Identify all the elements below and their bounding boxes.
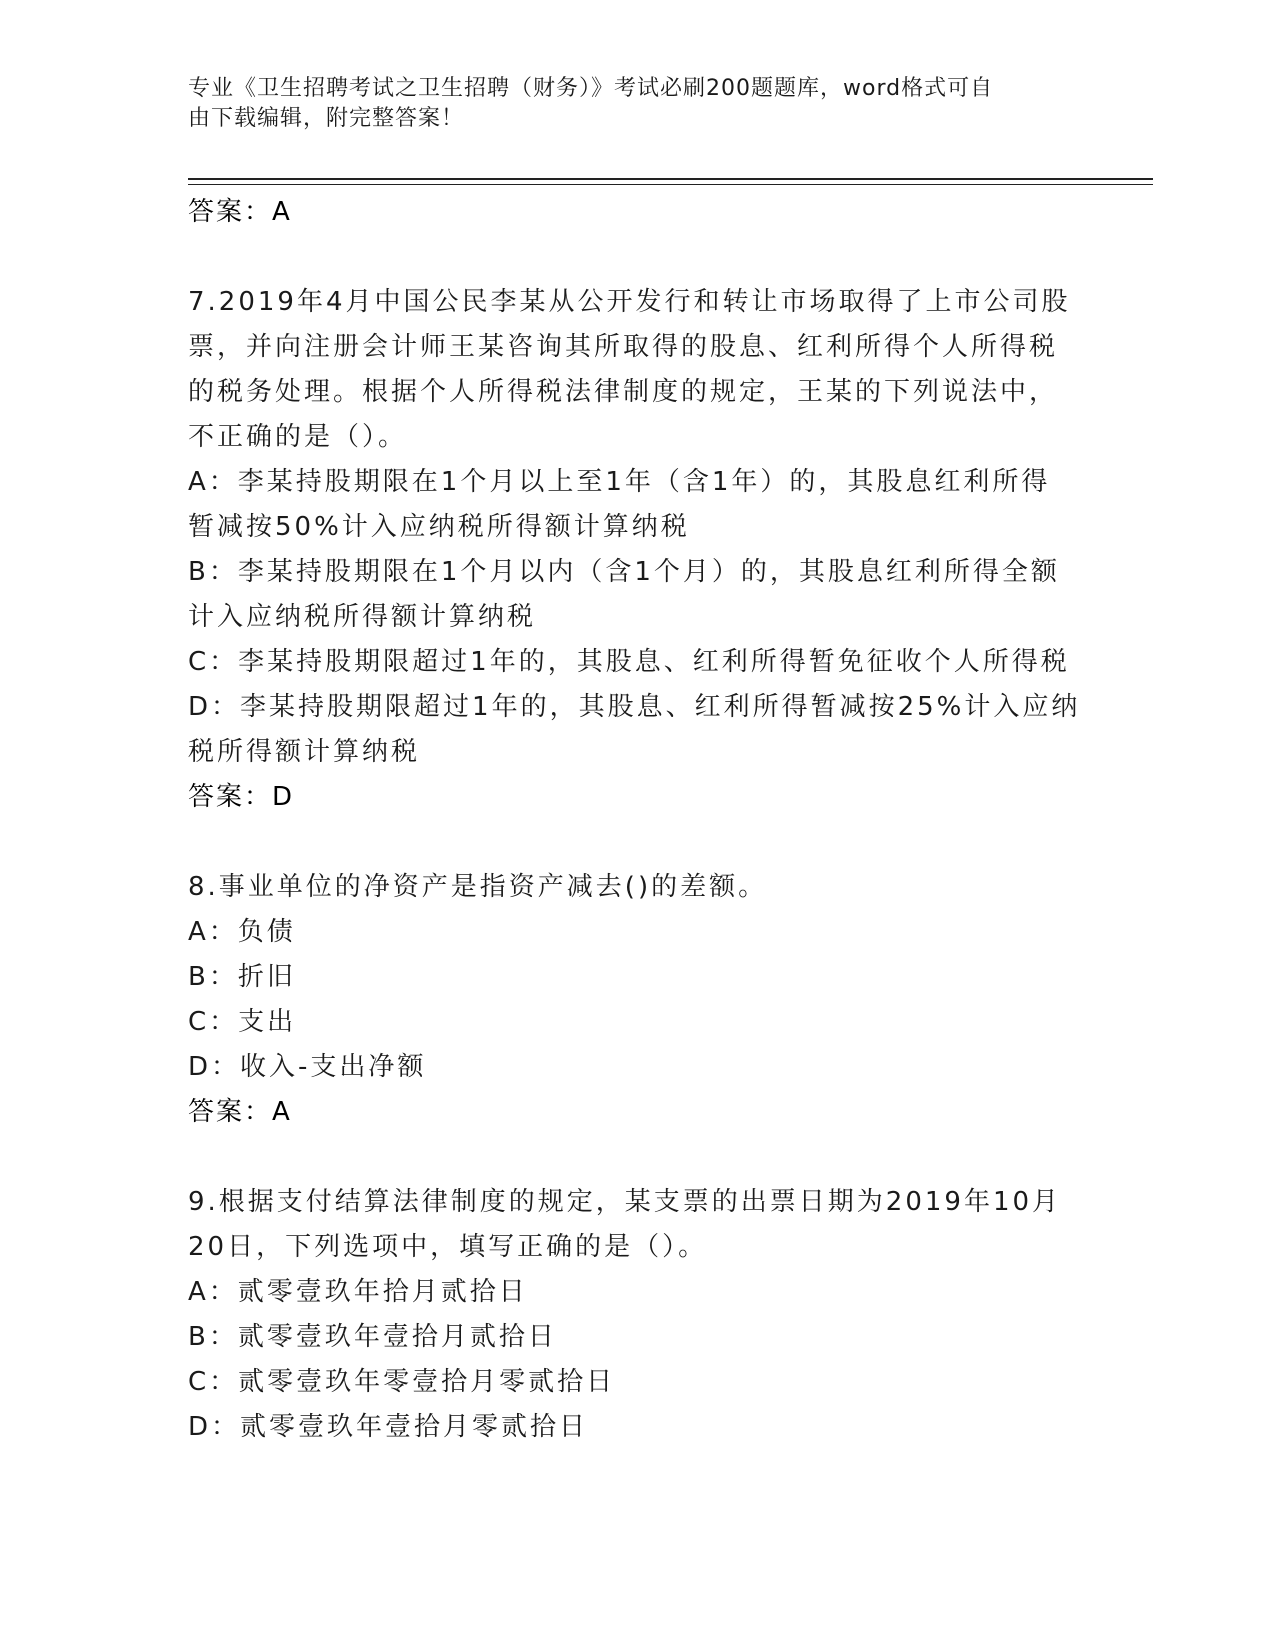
document-header [188, 74, 1068, 134]
question-stem-line: 票，并向注册会计师王某咨询其所取得的股息、红利所得个人所得税 [188, 332, 1059, 362]
option-d-line-1: D：李某持股期限超过1年的，其股息、红利所得暂减按25%计入应纳 [188, 692, 1081, 722]
option-a: A：负债 [188, 917, 296, 947]
option-b-line-1: B：李某持股期限在1个月以内（含1个月）的，其股息红利所得全额 [188, 557, 1060, 587]
spacer [188, 235, 1088, 280]
option-a: A：贰零壹玖年拾月贰拾日 [188, 1277, 528, 1307]
question-stem-line: 9.根据支付结算法律制度的规定，某支票的出票日期为2019年10月 [188, 1187, 1062, 1217]
question-9 [188, 1180, 1088, 1450]
option-d: D：收入-支出净额 [188, 1052, 427, 1082]
option-b-line-2: 计入应纳税所得额计算纳税 [188, 602, 537, 632]
question-7 [188, 280, 1088, 820]
header-divider-thin [188, 184, 1153, 185]
option-b: B：贰零壹玖年壹拾月贰拾日 [188, 1322, 557, 1352]
header-line-1: 专业《卫生招聘考试之卫生招聘（财务）》考试必刷200题题库，word格式可自 [188, 76, 994, 101]
option-c: C：支出 [188, 1007, 297, 1037]
header-divider-thick [188, 178, 1153, 180]
option-b: B：折旧 [188, 962, 296, 992]
answer-q8: 答案：A [188, 1097, 292, 1127]
option-a-line-1: A：李某持股期限在1个月以上至1年（含1年）的，其股息红利所得 [188, 467, 1051, 497]
question-stem: 8.事业单位的净资产是指资产减去()的差额。 [188, 872, 768, 902]
question-stem-line: 7.2019年4月中国公民李某从公开发行和转让市场取得了上市公司股 [188, 287, 1071, 317]
spacer [188, 820, 1088, 865]
question-8 [188, 865, 1088, 1135]
header-line-2: 由下载编辑，附完整答案！ [188, 106, 465, 131]
question-stem-line: 20日，下列选项中，填写正确的是（）。 [188, 1232, 708, 1262]
option-d-line-2: 税所得额计算纳税 [188, 737, 421, 767]
question-stem-line: 的税务处理。根据个人所得税法律制度的规定，王某的下列说法中， [188, 377, 1059, 407]
option-d: D：贰零壹玖年壹拾月零贰拾日 [188, 1412, 589, 1442]
document-body [188, 190, 1088, 1450]
answer-prev: 答案：A [188, 197, 292, 227]
spacer [188, 1135, 1088, 1180]
option-c: C：贰零壹玖年零壹拾月零贰拾日 [188, 1367, 616, 1397]
option-c: C：李某持股期限超过1年的，其股息、红利所得暂免征收个人所得税 [188, 647, 1070, 677]
answer-q7: 答案：D [188, 782, 295, 812]
question-stem-line: 不正确的是（）。 [188, 422, 408, 452]
option-a-line-2: 暂减按50%计入应纳税所得额计算纳税 [188, 512, 690, 542]
